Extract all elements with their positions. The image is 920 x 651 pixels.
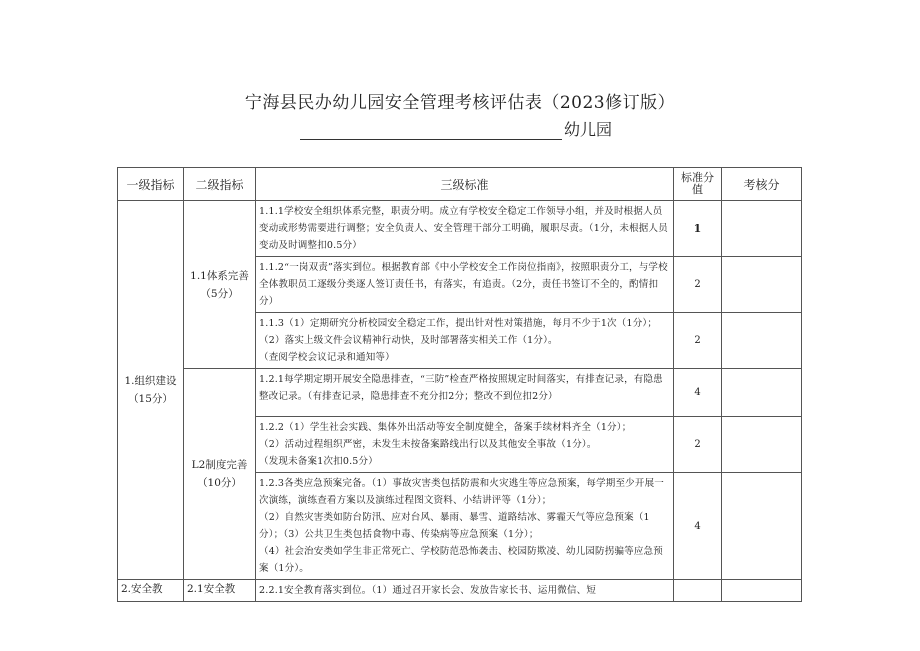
assessment-input-2-2-1[interactable] — [722, 580, 802, 602]
assessment-input-1-2-1[interactable] — [722, 369, 802, 417]
level1-edu-cell: 2.安全教 — [118, 580, 184, 602]
criterion-1-1-3-text: 1.1.3（1）定期研究分析校园安全稳定工作，提出针对性对策措施，每月不少于1次（1分）；（2）落实上级文件会议精神行动快，及时部署落实相关工作（1分）。 — [259, 318, 658, 346]
criterion-1-1-3-note: （查阅学校会议记录和通知等） — [259, 352, 395, 363]
criterion-1-1-1: 1.1.1学校安全组织体系完整，职责分明。成立有学校安全稳定工作领导小组，并及时根据人员变动或形势需要进行调整；安全负责人、安全管理干部分工明确，履职尽责。（1分，未根据人员变动及时调整扣0.5分） — [256, 201, 674, 257]
level2-system-cell — [184, 201, 256, 369]
score-1-2-3: 4 — [674, 473, 722, 580]
assessment-table — [117, 167, 802, 602]
score-1-1-2: 2 — [674, 257, 722, 313]
header-assessment-score: 考核分 — [722, 168, 802, 201]
assessment-input-1-1-1[interactable] — [722, 201, 802, 257]
criterion-2-2-1: 2.2.1安全教育落实到位。（1）通过召开家长会、发放告家长书、运用微信、短 — [256, 580, 674, 602]
score-1-1-3: 2 — [674, 313, 722, 369]
level2-edu-cell: 2.1安全教 — [184, 580, 256, 602]
kindergarten-name-blank — [300, 119, 562, 140]
level2-system-label: 1.1体系完善（5分） — [190, 269, 249, 300]
table-header-row — [118, 168, 802, 201]
document-title: 宁海县民办幼儿园安全管理考核评估表（2023修订版） — [244, 93, 676, 113]
level1-org-cell — [118, 201, 184, 580]
criterion-1-1-2: 1.1.2“一岗双责”落实到位。根据教育部《中小学校安全工作岗位指南》，按照职责分工，与学校全体教职员工逐级分类逐人签订责任书，有落实，有追责。（2分，责任书签订不全的，酌情扣分） — [256, 257, 674, 313]
assessment-input-1-2-2[interactable] — [722, 417, 802, 473]
header-level2: 二级指标 — [184, 168, 256, 201]
criterion-1-2-1: 1.2.1每学期定期开展安全隐患排查，“三防”检查严格按照规定时间落实，有排查记录，有隐患整改记录。（有排查记录，隐患排查不充分扣2分；整改不到位扣2分） — [256, 369, 674, 417]
table-row — [118, 369, 802, 417]
criterion-1-2-2 — [256, 417, 674, 473]
header-standard-score: 标准分值 — [674, 168, 722, 201]
criterion-1-2-2-line3: （发现未备案1次扣0.5分） — [259, 456, 378, 467]
criterion-1-2-3-line2: （2）自然灾害类如防台防汛、应对台风、暴雨、暴雪、道路结冰、雾霾天气等应急预案（1分）；（3）公共卫生类包括食物中毒、传染病等应急预案（1分）； — [259, 512, 650, 540]
criterion-1-2-2-line2: （2）活动过程组织严密，未发生未按备案路线出行以及其他安全事故（1分）。 — [259, 439, 597, 450]
table-row — [118, 580, 802, 602]
score-1-2-1: 4 — [674, 369, 722, 417]
score-1-1-1: 1 — [674, 201, 722, 257]
assessment-input-1-1-3[interactable] — [722, 313, 802, 369]
table-row — [118, 201, 802, 257]
criterion-1-2-2-line1: 1.2.2（1）学生社会实践、集体外出活动等安全制度健全，备案手续材料齐全（1分）； — [259, 422, 632, 433]
header-level1: 一级指标 — [118, 168, 184, 201]
criterion-1-2-3-line1: 1.2.3各类应急预案完备。（1）事故灾害类包括防震和火灾逃生等应急预案，每学期至少开展一次演练，演练查看方案以及演练过程图文资料、小结讲评等（1分）； — [259, 478, 664, 506]
level2-rules-label: L2制度完善（10分） — [191, 459, 248, 489]
criterion-1-2-3-line3: （4）社会治安类如学生非正常死亡、学校防范恐怖袭击、校园防欺凌、幼儿园防拐骗等应急预案（1分）。 — [259, 546, 663, 574]
score-2-2-1 — [674, 580, 722, 602]
header-level3: 三级标准 — [256, 168, 674, 201]
assessment-input-1-1-2[interactable] — [722, 257, 802, 313]
score-1-2-2: 2 — [674, 417, 722, 473]
criterion-1-2-3 — [256, 473, 674, 580]
level2-rules-cell — [184, 369, 256, 580]
criterion-1-1-3 — [256, 313, 674, 369]
subtitle: 幼儿园 — [564, 120, 613, 139]
level1-org-label: 1.组织建设（15分） — [124, 375, 177, 405]
kindergarten-name-row — [300, 117, 612, 140]
assessment-input-1-2-3[interactable] — [722, 473, 802, 580]
